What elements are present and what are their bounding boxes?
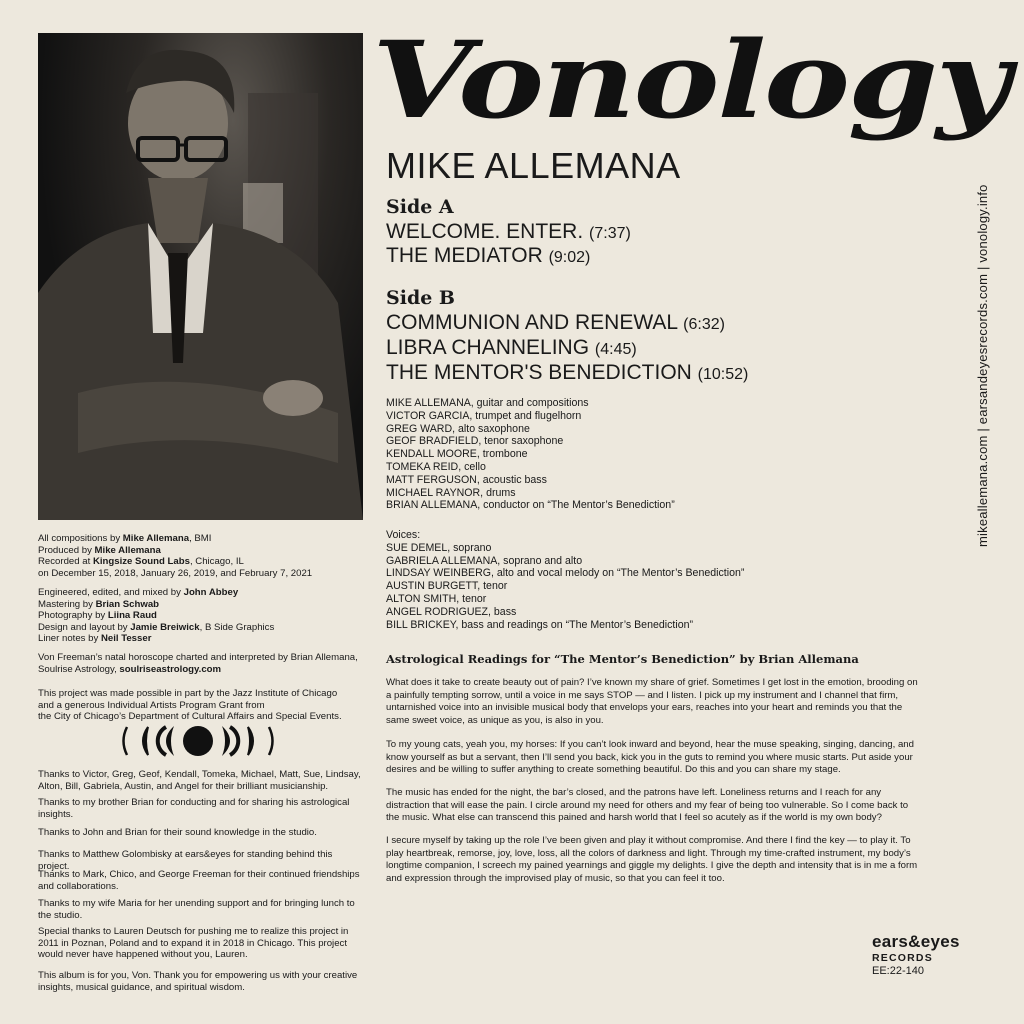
credits-block <box>38 652 363 675</box>
credit-recorded: Recorded at Kingsize Sound Labs, Chicago, IL <box>38 556 244 567</box>
track-title: THE MENTOR'S BENEDICTION <box>386 361 692 384</box>
track-b3 <box>386 361 748 387</box>
thanks-item: Thanks to Mark, Chico, and George Freeman for their continued friendships and collaborations. <box>38 869 360 892</box>
websites-vertical: mikeallemana.com | earsandeyesrecords.com | vonology.info <box>975 184 990 547</box>
track-duration: (6:32) <box>683 316 725 333</box>
thanks-item: Thanks to Victor, Greg, Geof, Kendall, Tomeka, Michael, Matt, Sue, Lindsay, Alton, Bill, Gabriela, Austin, and Angel for their brilliant musicianship. <box>38 769 361 792</box>
personnel-item: MIKE ALLEMANA, guitar and compositions <box>386 397 589 409</box>
voice-item: AUSTIN BURGETT, tenor <box>386 580 508 593</box>
personnel-item: BRIAN ALLEMANA, conductor on “The Mentor’s Benediction” <box>386 499 675 512</box>
track-duration: (4:45) <box>594 341 637 358</box>
track-b1 <box>386 311 725 337</box>
thanks-item: Special thanks to Lauren Deutsch for pushing me to realize this project in 2011 in Poznan, Poland and to expand it in 2018 in Chicago. This project would never have happened without you, Lauren. <box>38 926 349 960</box>
reading-paragraph: The music has ended for the night, the bar’s closed, and the patrons have left. Loneliness returns and I reach for any distraction that will ease the pain. I circle around my need for others and my fear of being too vulnerable. So I come back to the music. What else can transcend this pained and harsh world that I feel so acutely as if the world is my own body? <box>386 787 909 823</box>
thanks-item: This album is for you, Von. Thank you for empowering us with your creative insights, musical guidance, and spiritual wisdom. <box>38 970 358 993</box>
track-title: COMMUNION AND RENEWAL <box>386 311 678 334</box>
track-a1 <box>386 220 631 246</box>
credits-block <box>38 587 363 645</box>
readings-title: Astrological Readings for “The Mentor’s Benediction” by Brian Allemana <box>386 652 859 666</box>
credit-liner: Liner notes by Neil Tesser <box>38 633 152 644</box>
voice-item: GABRIELA ALLEMANA, soprano and alto <box>386 554 583 567</box>
reading-paragraph: What does it take to create beauty out of pain? I’ve known my share of grief. Sometimes I get lost in the emotion, brooding on a painfully tempting sorrow, until a voice in me says STOP — and I listen. I pick up my instrument and I channel that firm, untarnished voice into an invisible musical body that envelops your ears, reaches into your heart and reminds you that the same sweet voice, as unique as you, is also in you. <box>386 677 918 726</box>
personnel-item: TOMEKA REID, cello <box>386 460 486 473</box>
personnel-item: VICTOR GARCIA, trumpet and flugelhorn <box>386 409 582 422</box>
voice-item: BILL BRICKEY, bass and readings on “The Mentor’s Benediction” <box>386 618 694 631</box>
credit-dates: on December 15, 2018, January 26, 2019, and February 7, 2021 <box>38 567 313 579</box>
voice-item: ANGEL RODRIGUEZ, bass <box>386 605 517 618</box>
credit-grant: the City of Chicago’s Department of Cultural Affairs and Special Events. <box>38 711 342 722</box>
thanks-item: Thanks to John and Brian for their sound knowledge in the studio. <box>38 827 317 838</box>
track-b2 <box>386 336 637 362</box>
personnel-list <box>386 397 816 512</box>
track-title: THE MEDIATOR <box>386 244 543 267</box>
reading-paragraph: To my young cats, yeah you, my horses: If you can’t look inward and beyond, hear the muse speaking, singing, dancing, and know yourself as but a servant, then I’ll send you back, kick you in the guts to remind you where music starts. Put aside your desires and be willing to suffer anything to create something beautiful. Do this and you can share my stage. <box>386 739 914 775</box>
track-a2 <box>386 244 590 270</box>
personnel-item: GEOF BRADFIELD, tenor saxophone <box>386 435 564 448</box>
voice-item: SUE DEMEL, soprano <box>386 541 492 554</box>
moon-phases-icon <box>118 723 278 759</box>
reading-paragraph: I secure myself by taking up the role I’ve been given and play it without compromise. And there I find the key — to play it. To play heartbreak, remorse, joy, love, loss, all the colors of darkness and light. Through my time-crafted instrument, my body’s longtime companion, I screech my pained yearnings and giggle my delights. I give the depth and intensity that is in me a form and expression through the improvised play of music, so that you can feel it too. <box>386 835 918 884</box>
thanks-item: Thanks to my brother Brian for conducting and for sharing his astrological insights. <box>38 797 350 820</box>
credit-mastering: Mastering by Brian Schwab <box>38 598 160 610</box>
voice-item: LINDSAY WEINBERG, alto and vocal melody on “The Mentor’s Benediction” <box>386 567 745 580</box>
catalog-number: EE:22-140 <box>872 965 924 977</box>
personnel-item: KENDALL MOORE, trombone <box>386 448 528 461</box>
credit-compositions: All compositions by Mike Allemana, BMI <box>38 533 212 544</box>
label-sub: RECORDS <box>872 952 933 964</box>
thanks-item: Thanks to Matthew Golombisky at ears&eyes for standing behind this project. <box>38 849 333 872</box>
track-duration: (7:37) <box>589 225 631 242</box>
album-title: Vonology <box>372 17 1009 142</box>
credit-design: Design and layout by Jamie Breiwick, B Side Graphics <box>38 621 275 633</box>
credit-horoscope: Soulrise Astrology, soulriseastrology.com <box>38 663 222 675</box>
credit-engineered: Engineered, edited, and mixed by John Abbey <box>38 587 239 598</box>
credit-horoscope: Von Freeman’s natal horoscope charted and interpreted by Brian Allemana, <box>38 652 358 663</box>
voices-list <box>386 529 816 631</box>
credit-produced: Produced by Mike Allemana <box>38 544 161 556</box>
track-title: WELCOME. ENTER. <box>386 220 584 243</box>
credit-grant: This project was made possible in part by the Jazz Institute of Chicago <box>38 688 338 699</box>
personnel-item: GREG WARD, alto saxophone <box>386 422 530 435</box>
credits-block <box>38 533 363 579</box>
voice-item: ALTON SMITH, tenor <box>386 592 487 605</box>
portrait-photo <box>38 33 363 520</box>
side-a-label: Side A <box>386 196 454 218</box>
track-duration: (9:02) <box>548 249 591 266</box>
credits-block <box>38 688 363 723</box>
credit-photography: Photography by Liina Raud <box>38 610 157 621</box>
personnel-item: MICHAEL RAYNOR, drums <box>386 486 516 499</box>
credit-grant: and a generous Individual Artists Program Grant from <box>38 699 265 711</box>
track-duration: (10:52) <box>697 366 749 383</box>
thanks-item: Thanks to my wife Maria for her unending support and for bringing lunch to the studio. <box>38 898 355 921</box>
label-name: ears&eyes <box>872 932 960 951</box>
side-b-label: Side B <box>386 287 455 309</box>
track-title: LIBRA CHANNELING <box>386 336 590 359</box>
personnel-item: MATT FERGUSON, acoustic bass <box>386 473 547 486</box>
label-logo <box>872 932 960 978</box>
voices-label: Voices: <box>386 529 421 541</box>
artist-name: MIKE ALLEMANA <box>386 145 681 186</box>
